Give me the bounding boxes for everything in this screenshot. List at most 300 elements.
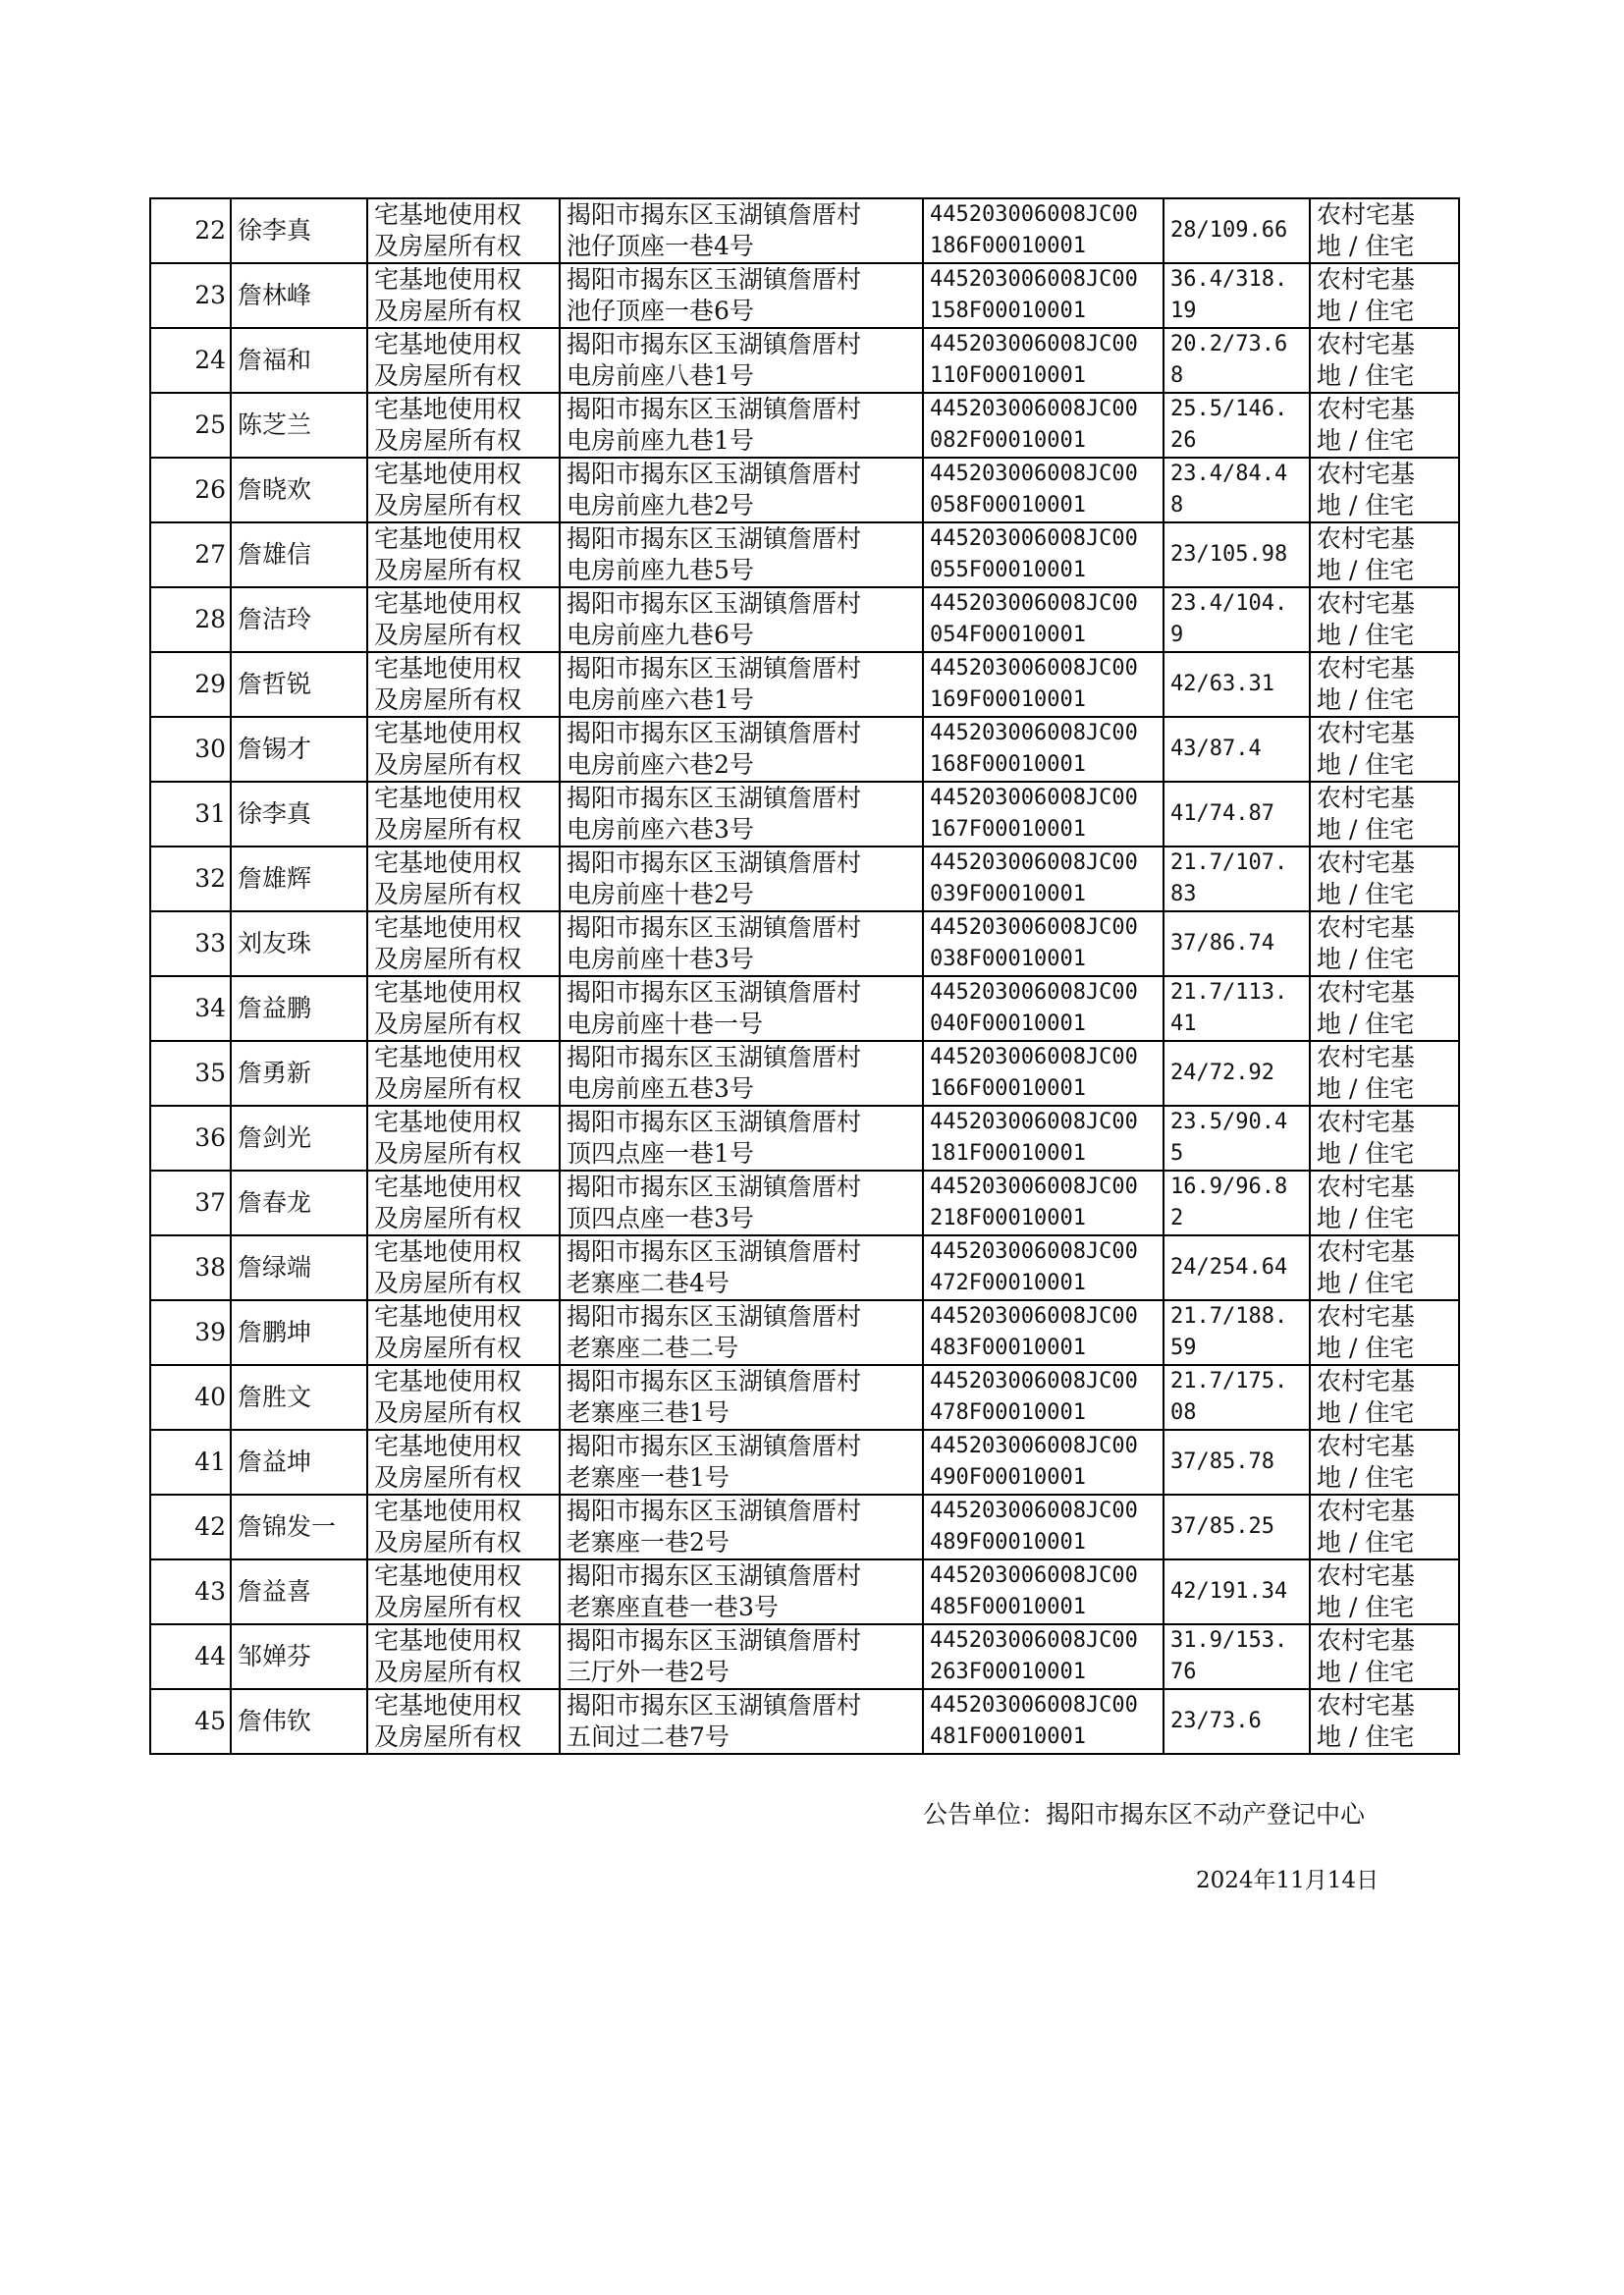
property-address-cell (560, 1559, 923, 1624)
land-use-cell (1310, 1365, 1459, 1430)
land-use-line: 农村宅基 (1317, 1043, 1416, 1071)
right-type-line: 宅基地使用权 (374, 654, 522, 683)
property-address-line: 揭阳市揭东区玉湖镇詹厝村 (567, 848, 862, 877)
property-address-line: 电房前座八巷1号 (567, 361, 754, 390)
row-number-cell: 33 (150, 911, 231, 976)
property-address-cell (560, 587, 923, 652)
unit-code-line: 445203006008JC00 (930, 267, 1138, 292)
owner-name-cell: 詹鹏坤 (231, 1300, 367, 1365)
property-address-cell (560, 328, 923, 393)
unit-code-line: 445203006008JC00 (930, 462, 1138, 486)
right-type-cell (367, 1106, 560, 1171)
right-type-cell (367, 1171, 560, 1235)
right-type-line: 宅基地使用权 (374, 330, 522, 358)
unit-code-cell (923, 782, 1164, 847)
right-type-cell (367, 1624, 560, 1689)
land-use-line: 地 / 住宅 (1317, 556, 1415, 584)
right-type-cell (367, 458, 560, 522)
land-use-line: 地 / 住宅 (1317, 621, 1415, 649)
unit-code-cell (923, 1235, 1164, 1300)
land-use-line: 地 / 住宅 (1317, 1658, 1415, 1686)
area-value-line: 24/72.92 (1170, 1061, 1274, 1085)
row-number-cell: 25 (150, 393, 231, 458)
row-number-cell: 23 (150, 263, 231, 328)
property-address-cell (560, 458, 923, 522)
land-use-cell (1310, 328, 1459, 393)
area-value-line: 59 (1170, 1336, 1197, 1360)
property-address-line: 揭阳市揭东区玉湖镇詹厝村 (567, 1108, 862, 1136)
unit-code-line: 040F00010001 (930, 1011, 1086, 1036)
property-address-line: 揭阳市揭东区玉湖镇詹厝村 (567, 524, 862, 553)
land-use-line: 地 / 住宅 (1317, 1204, 1415, 1232)
property-address-line: 池仔顶座一巷4号 (567, 232, 754, 260)
row-number-cell: 41 (150, 1430, 231, 1495)
land-use-line: 地 / 住宅 (1317, 945, 1415, 973)
area-value-line: 31.9/153. (1170, 1628, 1288, 1653)
area-value-line: 42/63.31 (1170, 672, 1274, 696)
right-type-line: 宅基地使用权 (374, 1173, 522, 1201)
property-address-line: 电房前座十巷2号 (567, 880, 754, 908)
row-number-cell: 42 (150, 1495, 231, 1559)
area-value-line: 37/85.78 (1170, 1449, 1274, 1474)
area-value-line: 37/86.74 (1170, 931, 1274, 956)
owner-name-cell: 徐李真 (231, 782, 367, 847)
land-use-line: 农村宅基 (1317, 913, 1416, 942)
row-number-cell: 28 (150, 587, 231, 652)
owner-name-cell: 詹锦发一 (231, 1495, 367, 1559)
property-address-cell (560, 911, 923, 976)
table-row (150, 847, 1459, 911)
unit-code-cell (923, 1689, 1164, 1754)
table-body (150, 198, 1459, 1754)
unit-code-line: 481F00010001 (930, 1724, 1086, 1749)
row-number-cell: 40 (150, 1365, 231, 1430)
right-type-line: 及房屋所有权 (374, 1722, 522, 1751)
area-value-cell (1164, 1300, 1310, 1365)
area-value-line: 41/74.87 (1170, 801, 1274, 826)
area-value-cell (1164, 1559, 1310, 1624)
owner-name-cell: 詹益鹏 (231, 976, 367, 1041)
land-use-cell (1310, 1559, 1459, 1624)
area-value-line: 21.7/107. (1170, 850, 1288, 875)
area-value-cell (1164, 847, 1310, 911)
unit-code-line: 445203006008JC00 (930, 721, 1138, 745)
unit-code-line: 472F00010001 (930, 1271, 1086, 1295)
property-address-line: 揭阳市揭东区玉湖镇詹厝村 (567, 654, 862, 683)
land-use-line: 农村宅基 (1317, 848, 1416, 877)
property-address-cell (560, 976, 923, 1041)
area-value-line: 25.5/146. (1170, 397, 1288, 421)
land-use-cell (1310, 1624, 1459, 1689)
unit-code-line: 158F00010001 (930, 299, 1086, 323)
property-address-cell (560, 198, 923, 263)
right-type-line: 宅基地使用权 (374, 1691, 522, 1720)
area-value-cell (1164, 1235, 1310, 1300)
right-type-line: 及房屋所有权 (374, 1658, 522, 1686)
unit-code-line: 110F00010001 (930, 363, 1086, 388)
land-use-line: 地 / 住宅 (1317, 1334, 1415, 1362)
unit-code-cell (923, 1171, 1164, 1235)
area-value-cell (1164, 458, 1310, 522)
property-address-line: 揭阳市揭东区玉湖镇詹厝村 (567, 265, 862, 294)
area-value-cell (1164, 263, 1310, 328)
area-value-cell (1164, 1171, 1310, 1235)
right-type-line: 及房屋所有权 (374, 685, 522, 714)
unit-code-line: 445203006008JC00 (930, 656, 1138, 681)
unit-code-cell (923, 1365, 1164, 1430)
land-use-line: 地 / 住宅 (1317, 1722, 1415, 1751)
right-type-line: 及房屋所有权 (374, 1074, 522, 1103)
land-use-line: 农村宅基 (1317, 1626, 1416, 1655)
unit-code-line: 445203006008JC00 (930, 202, 1138, 227)
land-use-line: 农村宅基 (1317, 719, 1416, 747)
unit-code-line: 445203006008JC00 (930, 1304, 1138, 1329)
area-value-cell (1164, 652, 1310, 717)
property-address-line: 老寨座三巷1号 (567, 1398, 730, 1427)
right-type-cell (367, 263, 560, 328)
area-value-line: 23.5/90.4 (1170, 1110, 1288, 1134)
property-address-line: 电房前座六巷1号 (567, 685, 754, 714)
land-use-line: 地 / 住宅 (1317, 361, 1415, 390)
area-value-line: 9 (1170, 623, 1184, 647)
table-row (150, 1171, 1459, 1235)
unit-code-cell (923, 393, 1164, 458)
property-address-cell (560, 263, 923, 328)
area-value-line: 28/109.66 (1170, 218, 1288, 243)
right-type-line: 宅基地使用权 (374, 1432, 522, 1460)
area-value-cell (1164, 328, 1310, 393)
owner-name-cell: 詹哲锐 (231, 652, 367, 717)
right-type-cell (367, 522, 560, 587)
unit-code-line: 445203006008JC00 (930, 591, 1138, 616)
row-number-cell: 43 (150, 1559, 231, 1624)
right-type-line: 宅基地使用权 (374, 784, 522, 812)
row-number-cell: 36 (150, 1106, 231, 1171)
land-use-line: 农村宅基 (1317, 1367, 1416, 1395)
unit-code-cell (923, 328, 1164, 393)
property-address-line: 电房前座六巷2号 (567, 750, 754, 779)
right-type-line: 及房屋所有权 (374, 750, 522, 779)
land-use-line: 地 / 住宅 (1317, 491, 1415, 519)
right-type-cell (367, 1235, 560, 1300)
property-address-line: 揭阳市揭东区玉湖镇詹厝村 (567, 1302, 862, 1331)
table-row (150, 1624, 1459, 1689)
right-type-cell (367, 328, 560, 393)
right-type-cell (367, 1365, 560, 1430)
area-value-cell (1164, 1495, 1310, 1559)
area-value-line: 5 (1170, 1141, 1184, 1166)
unit-code-line: 058F00010001 (930, 493, 1086, 518)
owner-name-cell: 詹林峰 (231, 263, 367, 328)
property-address-line: 顶四点座一巷1号 (567, 1139, 754, 1168)
table-row (150, 458, 1459, 522)
unit-code-line: 478F00010001 (930, 1400, 1086, 1425)
right-type-line: 及房屋所有权 (374, 556, 522, 584)
property-address-line: 揭阳市揭东区玉湖镇詹厝村 (567, 1432, 862, 1460)
unit-code-line: 167F00010001 (930, 817, 1086, 842)
property-address-line: 电房前座九巷1号 (567, 426, 754, 455)
area-value-line: 8 (1170, 493, 1184, 518)
table-row (150, 1559, 1459, 1624)
land-use-line: 农村宅基 (1317, 524, 1416, 553)
unit-code-cell (923, 847, 1164, 911)
owner-name-cell: 詹剑光 (231, 1106, 367, 1171)
area-value-cell (1164, 1365, 1310, 1430)
unit-code-line: 169F00010001 (930, 687, 1086, 712)
unit-code-line: 445203006008JC00 (930, 786, 1138, 810)
unit-code-line: 445203006008JC00 (930, 397, 1138, 421)
right-type-line: 宅基地使用权 (374, 978, 522, 1007)
row-number-cell: 35 (150, 1041, 231, 1106)
land-use-cell (1310, 1171, 1459, 1235)
land-use-line: 农村宅基 (1317, 978, 1416, 1007)
unit-code-cell (923, 263, 1164, 328)
land-use-cell (1310, 1689, 1459, 1754)
unit-code-cell (923, 911, 1164, 976)
land-use-line: 地 / 住宅 (1317, 685, 1415, 714)
right-type-line: 及房屋所有权 (374, 1398, 522, 1427)
land-use-cell (1310, 458, 1459, 522)
land-use-line: 农村宅基 (1317, 589, 1416, 618)
land-use-cell (1310, 1300, 1459, 1365)
right-type-line: 及房屋所有权 (374, 1593, 522, 1621)
unit-code-cell (923, 652, 1164, 717)
area-value-line: 23/73.6 (1170, 1709, 1262, 1733)
area-value-cell (1164, 198, 1310, 263)
table-row (150, 1430, 1459, 1495)
row-number-cell: 24 (150, 328, 231, 393)
right-type-line: 及房屋所有权 (374, 232, 522, 260)
property-address-line: 揭阳市揭东区玉湖镇詹厝村 (567, 460, 862, 488)
property-address-line: 揭阳市揭东区玉湖镇詹厝村 (567, 330, 862, 358)
area-value-cell (1164, 1041, 1310, 1106)
unit-code-line: 490F00010001 (930, 1465, 1086, 1490)
right-type-cell (367, 911, 560, 976)
land-use-cell (1310, 652, 1459, 717)
property-address-line: 揭阳市揭东区玉湖镇詹厝村 (567, 1173, 862, 1201)
unit-code-cell (923, 458, 1164, 522)
unit-code-line: 445203006008JC00 (930, 1499, 1138, 1523)
land-use-line: 农村宅基 (1317, 265, 1416, 294)
unit-code-line: 489F00010001 (930, 1530, 1086, 1555)
right-type-line: 宅基地使用权 (374, 395, 522, 423)
land-use-cell (1310, 911, 1459, 976)
unit-code-line: 445203006008JC00 (930, 1239, 1138, 1264)
right-type-line: 及房屋所有权 (374, 815, 522, 844)
row-number-cell: 32 (150, 847, 231, 911)
right-type-cell (367, 976, 560, 1041)
land-use-line: 地 / 住宅 (1317, 426, 1415, 455)
land-use-cell (1310, 782, 1459, 847)
right-type-line: 宅基地使用权 (374, 1108, 522, 1136)
property-address-line: 老寨座二巷4号 (567, 1269, 730, 1297)
unit-code-line: 445203006008JC00 (930, 1628, 1138, 1653)
land-use-line: 地 / 住宅 (1317, 232, 1415, 260)
owner-name-cell: 詹益喜 (231, 1559, 367, 1624)
land-use-cell (1310, 393, 1459, 458)
owner-name-cell: 詹雄信 (231, 522, 367, 587)
property-address-line: 揭阳市揭东区玉湖镇詹厝村 (567, 784, 862, 812)
land-use-cell (1310, 1106, 1459, 1171)
table-row (150, 1365, 1459, 1430)
right-type-line: 宅基地使用权 (374, 1626, 522, 1655)
area-value-cell (1164, 587, 1310, 652)
unit-code-line: 445203006008JC00 (930, 1110, 1138, 1134)
unit-code-cell (923, 1041, 1164, 1106)
unit-code-line: 485F00010001 (930, 1595, 1086, 1619)
right-type-cell (367, 717, 560, 782)
land-use-cell (1310, 1495, 1459, 1559)
right-type-line: 及房屋所有权 (374, 1528, 522, 1557)
property-address-line: 揭阳市揭东区玉湖镇詹厝村 (567, 200, 862, 229)
unit-code-line: 445203006008JC00 (930, 332, 1138, 356)
owner-name-cell: 詹春龙 (231, 1171, 367, 1235)
table-row (150, 1235, 1459, 1300)
property-address-line: 顶四点座一巷3号 (567, 1204, 754, 1232)
property-address-line: 揭阳市揭东区玉湖镇詹厝村 (567, 978, 862, 1007)
owner-name-cell: 詹勇新 (231, 1041, 367, 1106)
right-type-line: 及房屋所有权 (374, 1463, 522, 1492)
row-number-cell: 30 (150, 717, 231, 782)
unit-code-line: 483F00010001 (930, 1336, 1086, 1360)
land-use-line: 地 / 住宅 (1317, 1593, 1415, 1621)
area-value-line: 8 (1170, 363, 1184, 388)
unit-code-cell (923, 522, 1164, 587)
unit-code-line: 038F00010001 (930, 947, 1086, 971)
unit-code-line: 445203006008JC00 (930, 850, 1138, 875)
property-address-line: 揭阳市揭东区玉湖镇詹厝村 (567, 395, 862, 423)
table-row (150, 198, 1459, 263)
row-number-cell: 26 (150, 458, 231, 522)
land-use-line: 农村宅基 (1317, 395, 1416, 423)
right-type-line: 宅基地使用权 (374, 1367, 522, 1395)
area-value-line: 41 (1170, 1011, 1197, 1036)
area-value-cell (1164, 782, 1310, 847)
land-use-line: 农村宅基 (1317, 1497, 1416, 1525)
right-type-line: 及房屋所有权 (374, 361, 522, 390)
unit-code-line: 055F00010001 (930, 558, 1086, 582)
property-address-cell (560, 393, 923, 458)
unit-code-line: 445203006008JC00 (930, 1045, 1138, 1069)
area-value-line: 23.4/84.4 (1170, 462, 1288, 486)
right-type-line: 宅基地使用权 (374, 460, 522, 488)
right-type-line: 宅基地使用权 (374, 1237, 522, 1266)
property-address-line: 电房前座十巷一号 (567, 1010, 764, 1038)
right-type-line: 及房屋所有权 (374, 491, 522, 519)
property-address-cell (560, 1689, 923, 1754)
table-row (150, 1689, 1459, 1754)
unit-code-cell (923, 1106, 1164, 1171)
right-type-line: 宅基地使用权 (374, 265, 522, 294)
unit-code-line: 039F00010001 (930, 882, 1086, 906)
right-type-line: 宅基地使用权 (374, 848, 522, 877)
right-type-line: 宅基地使用权 (374, 200, 522, 229)
owner-name-cell: 詹雄辉 (231, 847, 367, 911)
table-row (150, 652, 1459, 717)
land-use-line: 地 / 住宅 (1317, 750, 1415, 779)
unit-code-cell (923, 1430, 1164, 1495)
land-use-cell (1310, 1041, 1459, 1106)
property-address-line: 揭阳市揭东区玉湖镇詹厝村 (567, 1691, 862, 1720)
unit-code-line: 445203006008JC00 (930, 1175, 1138, 1199)
land-use-cell (1310, 717, 1459, 782)
land-use-cell (1310, 522, 1459, 587)
area-value-line: 42/191.34 (1170, 1579, 1288, 1604)
unit-code-line: 166F00010001 (930, 1076, 1086, 1101)
land-use-line: 地 / 住宅 (1317, 1463, 1415, 1492)
owner-name-cell: 詹洁玲 (231, 587, 367, 652)
area-value-line: 83 (1170, 882, 1197, 906)
land-use-cell (1310, 976, 1459, 1041)
owner-name-cell: 邹婵芬 (231, 1624, 367, 1689)
property-address-line: 电房前座十巷3号 (567, 945, 754, 973)
unit-code-cell (923, 1559, 1164, 1624)
area-value-line: 26 (1170, 428, 1197, 453)
area-value-line: 19 (1170, 299, 1197, 323)
property-address-line: 揭阳市揭东区玉湖镇詹厝村 (567, 719, 862, 747)
table-row (150, 522, 1459, 587)
area-value-line: 37/85.25 (1170, 1514, 1274, 1539)
property-address-line: 老寨座一巷2号 (567, 1528, 730, 1557)
land-use-cell (1310, 263, 1459, 328)
unit-code-cell (923, 1624, 1164, 1689)
unit-code-line: 186F00010001 (930, 234, 1086, 258)
right-type-cell (367, 587, 560, 652)
right-type-cell (367, 1495, 560, 1559)
owner-name-cell: 詹晓欢 (231, 458, 367, 522)
land-use-cell (1310, 198, 1459, 263)
table-row (150, 1041, 1459, 1106)
announcement-date: 2024年11月14日 (1196, 1868, 1380, 1893)
unit-code-line: 168F00010001 (930, 752, 1086, 777)
owner-name-cell: 刘友珠 (231, 911, 367, 976)
table-row (150, 393, 1459, 458)
property-address-cell (560, 1495, 923, 1559)
area-value-line: 24/254.64 (1170, 1255, 1288, 1280)
row-number-cell: 34 (150, 976, 231, 1041)
land-use-line: 农村宅基 (1317, 460, 1416, 488)
right-type-line: 及房屋所有权 (374, 1139, 522, 1168)
owner-name-cell: 詹伟钦 (231, 1689, 367, 1754)
property-address-line: 三厅外一巷2号 (567, 1658, 730, 1686)
table-row (150, 911, 1459, 976)
property-address-line: 电房前座六巷3号 (567, 815, 754, 844)
unit-code-line: 445203006008JC00 (930, 1563, 1138, 1588)
property-address-cell (560, 1041, 923, 1106)
area-value-line: 2 (1170, 1206, 1184, 1230)
right-type-line: 及房屋所有权 (374, 426, 522, 455)
area-value-cell (1164, 1430, 1310, 1495)
land-use-line: 地 / 住宅 (1317, 297, 1415, 325)
property-address-line: 揭阳市揭东区玉湖镇詹厝村 (567, 1626, 862, 1655)
unit-code-line: 445203006008JC00 (930, 1693, 1138, 1718)
area-value-line: 16.9/96.8 (1170, 1175, 1288, 1199)
property-address-cell (560, 1235, 923, 1300)
area-value-line: 23/105.98 (1170, 542, 1288, 567)
property-address-line: 电房前座九巷6号 (567, 621, 754, 649)
area-value-line: 36.4/318. (1170, 267, 1288, 292)
area-value-cell (1164, 522, 1310, 587)
area-value-cell (1164, 911, 1310, 976)
right-type-line: 宅基地使用权 (374, 1302, 522, 1331)
land-use-line: 地 / 住宅 (1317, 1528, 1415, 1557)
owner-name-cell: 徐李真 (231, 198, 367, 263)
table-row (150, 1300, 1459, 1365)
row-number-cell: 38 (150, 1235, 231, 1300)
area-value-line: 21.7/113. (1170, 980, 1288, 1005)
property-address-line: 池仔顶座一巷6号 (567, 297, 754, 325)
right-type-cell (367, 198, 560, 263)
